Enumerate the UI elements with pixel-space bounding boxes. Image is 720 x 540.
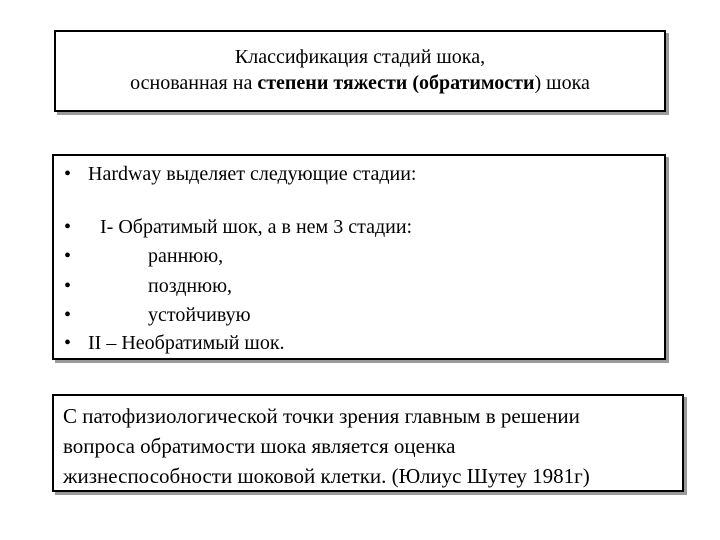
quote-line-1: С патофизиологической точки зрения главным в решении	[63, 404, 580, 428]
bullet: •	[64, 304, 72, 326]
list-item-text: позднюю,	[148, 275, 233, 297]
stages-list-box	[52, 154, 666, 360]
list-item-text: устойчивую	[148, 304, 251, 326]
title-line-2-bold: степени тяжести (обратимости	[257, 72, 535, 94]
title-line-2	[56, 70, 664, 96]
quote-line-2: вопроса обратимости шока является оценка	[63, 434, 456, 458]
title-box	[54, 30, 666, 112]
title-line-1: Классификация стадий шока,	[234, 46, 486, 68]
quote-box	[52, 394, 684, 492]
title-line-2-suffix: ) шока	[534, 72, 590, 94]
list-intro: Hardway выделяет следующие стадии:	[88, 163, 417, 185]
bullet: •	[64, 163, 72, 185]
title-line-2-prefix: основанная на	[130, 72, 258, 94]
bullet: •	[64, 216, 72, 238]
bullet: •	[64, 332, 72, 354]
bullet: •	[64, 275, 72, 297]
list-item-text: II – Необратимый шок.	[88, 332, 285, 354]
list-item-text: I- Обратимый шок, а в нем 3 стадии:	[100, 216, 413, 238]
bullet: •	[64, 245, 72, 267]
list-item-text: раннюю,	[148, 245, 224, 267]
quote-line-3: жизнеспособности шоковой клетки. (Юлиус Шутеу 1981г)	[63, 464, 590, 488]
